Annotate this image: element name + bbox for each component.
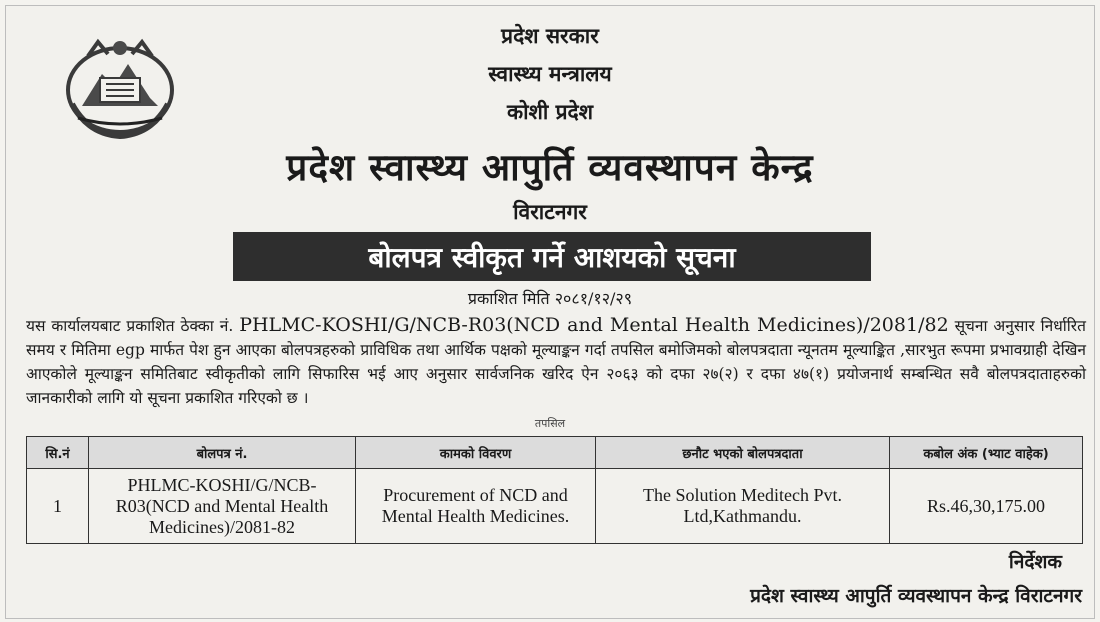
table-row <box>27 469 1083 544</box>
col-header-description: कामको विवरण <box>356 437 596 469</box>
organization-title: प्रदेश स्वास्थ्य आपुर्ति व्यवस्थापन केन्द्र <box>286 145 814 189</box>
cell-description: Procurement of NCD and Mental Health Medicines. <box>356 469 596 544</box>
cell-sn: 1 <box>27 469 89 544</box>
published-date: प्रकाशित मिति २०८१/१२/२९ <box>467 289 633 308</box>
government-label: प्रदेश सरकार <box>501 23 599 48</box>
cell-amount: Rs.46,30,175.00 <box>890 469 1083 544</box>
notice-banner-title: बोलपत्र स्वीकृत गर्ने आशयको सूचना <box>368 240 736 274</box>
cell-bidder: The Solution Meditech Pvt. Ltd,Kathmandu. <box>596 469 890 544</box>
table-header-row <box>27 437 1083 469</box>
col-header-bid-number: बोलपत्र नं. <box>89 437 356 469</box>
city-label: विराटनगर <box>513 199 587 224</box>
tender-reference: PHLMC-KOSHI/G/NCB-R03(NCD and Mental Health Medicines)/2081/82 <box>239 314 949 336</box>
signatory-organization: प्रदेश स्वास्थ्य आपुर्ति व्यवस्थापन केन्द्र विराटनगर <box>750 585 1082 607</box>
province-label: कोशी प्रदेश <box>507 99 593 124</box>
signatory-title: निर्देशक <box>1008 551 1062 573</box>
col-header-bidder: छनौट भएको बोलपत्रदाता <box>596 437 890 469</box>
body-intro: यस कार्यालयबाट प्रकाशित ठेक्का नं. <box>26 317 234 335</box>
col-header-sn: सि.नं <box>27 437 89 469</box>
notice-banner <box>233 232 871 281</box>
body-text: सूचना अनुसार निर्धारित समय र मितिमा egp मार्फत पेश हुन आएका बोलपत्रहरुको प्राविधिक तथा आर्थिक पक्षको मूल्याङ्कन गर्दा तपसिल बमोजिमको बोलपत्रदाता न्यूनतम मूल्याङ्कित ,सारभुत रूपमा प्रभावग्राही देखिन आएकोले मूल्याङ्कन समितिबाट स्वीकृतीको लागि सिफारिस भई आए अनुसार सार्वजनिक खरिद ऐन २०६३ को दफा २७(२) र दफा ४७(१) प्रयोजनार्थ सम्बन्धित सवै बोलपत्रदाताहरुको जानकारीको लागि यो सूचना प्रकाशित गरिएको छ । <box>26 317 1086 407</box>
cell-bid-number: PHLMC-KOSHI/G/NCB-R03(NCD and Mental Health Medicines)/2081-82 <box>89 469 356 544</box>
ministry-label: स्वास्थ्य मन्त्रालय <box>488 61 612 86</box>
table-caption: तपसिल <box>534 417 566 430</box>
col-header-amount: कबोल अंक (भ्याट वाहेक) <box>890 437 1083 469</box>
notice-body <box>26 313 1086 410</box>
award-table <box>26 436 1083 544</box>
